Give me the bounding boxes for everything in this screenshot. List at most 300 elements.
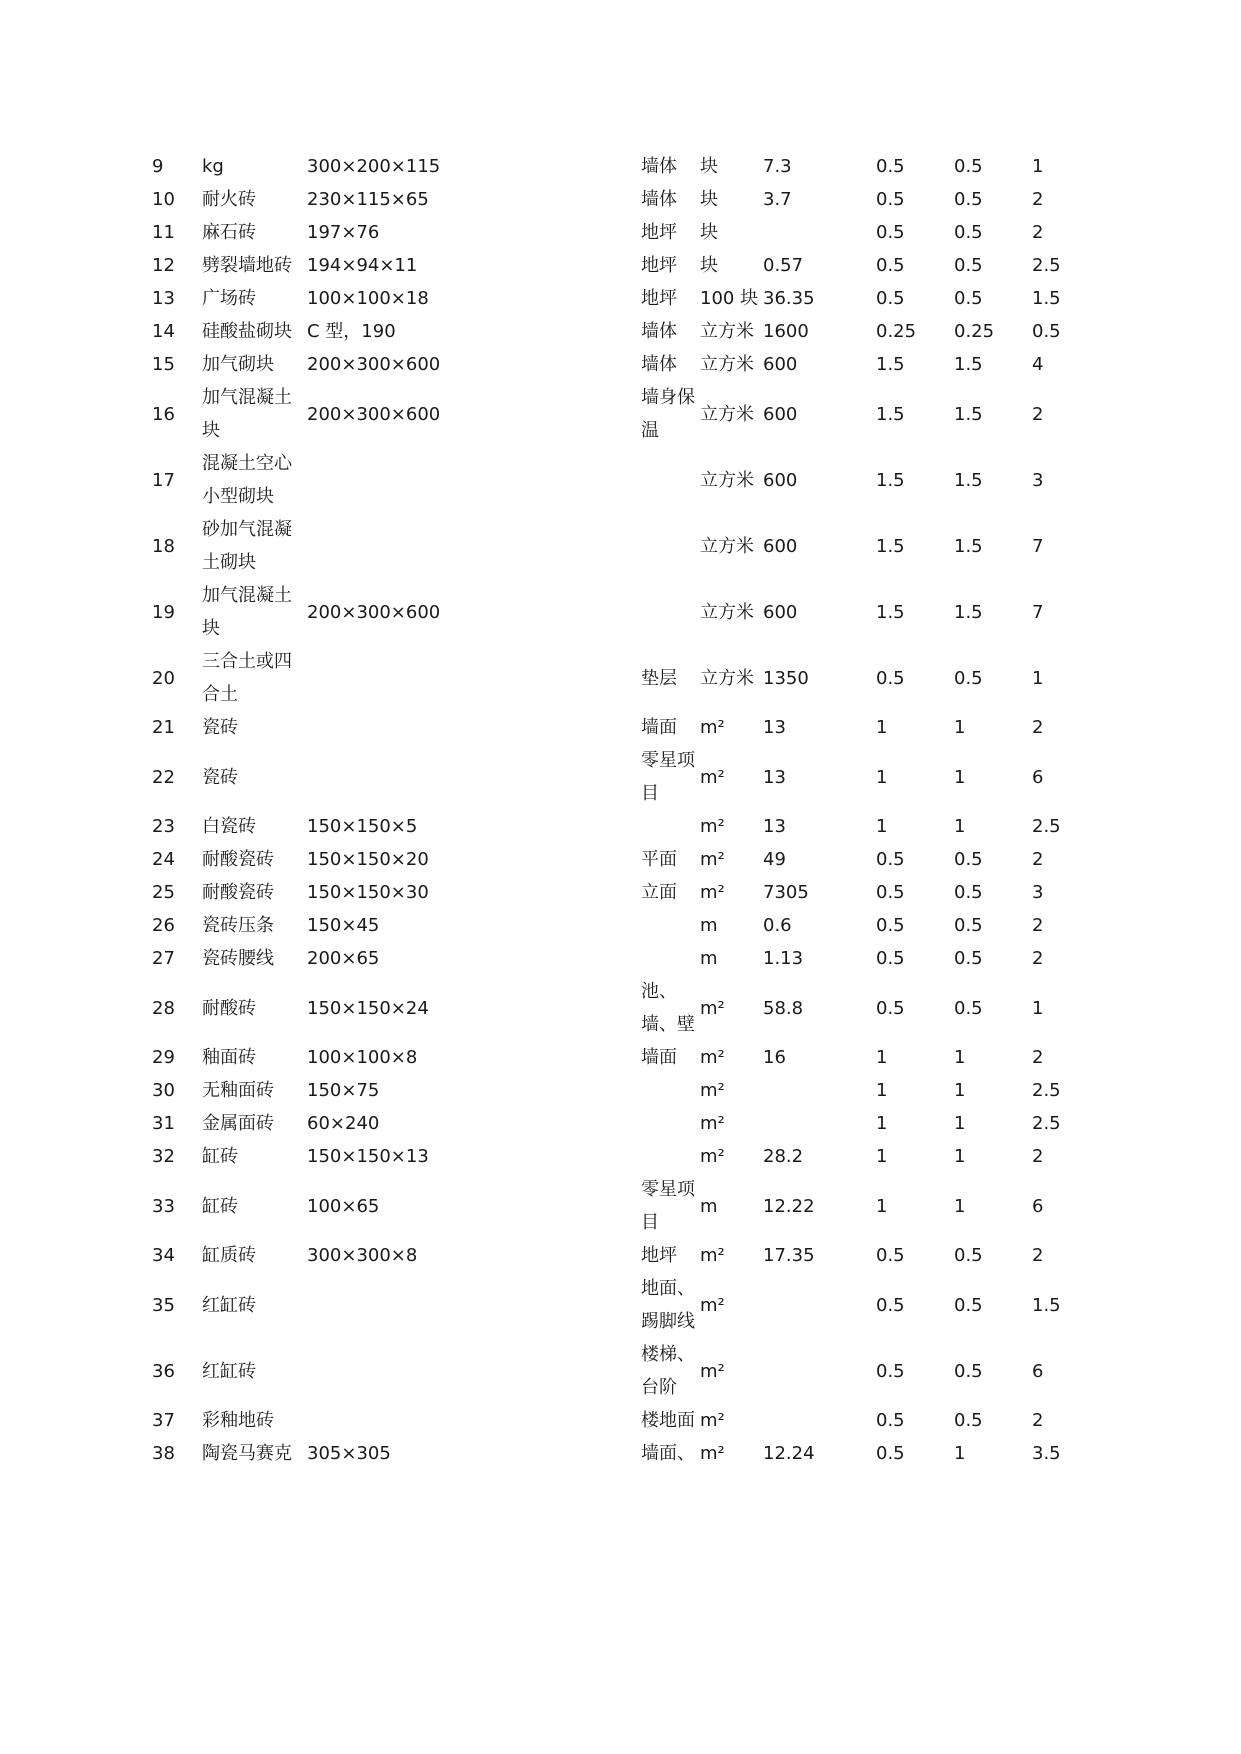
specification-cell: 200×300×600	[307, 403, 441, 425]
row-number-cell: 20	[152, 667, 175, 689]
loss-rate-b-cell: 1.5	[954, 535, 983, 557]
table-row	[142, 645, 1092, 711]
unit-cell: m²	[700, 1146, 725, 1167]
row-number-cell: 18	[152, 535, 175, 557]
unit-cell: 立方米	[700, 667, 754, 689]
specification-cell: 150×75	[307, 1080, 380, 1101]
unit-weight-cell	[763, 1338, 876, 1404]
table-row	[142, 876, 1092, 909]
unit-cell: m²	[700, 717, 725, 738]
specification-cell: 300×300×8	[307, 1245, 418, 1266]
loss-rate-a-cell: 1.5	[876, 469, 905, 491]
usage-location-cell	[641, 1107, 700, 1140]
usage-location-cell: 墙体	[641, 189, 677, 210]
material-name-cell: 加气混凝土块	[202, 387, 292, 441]
material-name-cell: 瓷砖腰线	[202, 948, 274, 969]
material-name-cell: 缸砖	[202, 1195, 238, 1217]
loss-rate-c-cell: 4	[1032, 354, 1044, 375]
table-row	[142, 744, 1092, 810]
row-number-cell: 10	[152, 189, 175, 210]
unit-cell: 立方米	[700, 354, 754, 375]
loss-rate-c-cell: 1.5	[1032, 288, 1061, 309]
table-row	[142, 447, 1092, 513]
row-number-cell: 27	[152, 948, 175, 969]
material-name-cell: 三合土或四合土	[202, 651, 292, 705]
material-name-cell: 耐酸瓷砖	[202, 882, 274, 903]
loss-rate-b-cell: 1	[954, 717, 966, 738]
usage-location-cell	[641, 942, 700, 975]
loss-rate-c-cell: 6	[1032, 766, 1044, 788]
material-name-cell: 红缸砖	[202, 1294, 256, 1316]
specification-cell: 60×240	[307, 1113, 380, 1134]
loss-rate-c-cell: 3.5	[1032, 1443, 1061, 1464]
loss-rate-a-cell: 0.5	[876, 997, 905, 1019]
unit-weight-cell: 49	[763, 849, 786, 870]
loss-rate-a-cell: 0.5	[876, 156, 905, 177]
material-name-cell: 无釉面砖	[202, 1080, 274, 1101]
specification-cell: 194×94×11	[307, 255, 418, 276]
loss-rate-b-cell: 1.5	[954, 469, 983, 491]
table-row	[142, 183, 1092, 216]
row-number-cell: 26	[152, 915, 175, 936]
usage-location-cell	[641, 579, 700, 645]
unit-weight-cell: 0.6	[763, 915, 792, 936]
loss-rate-a-cell: 1.5	[876, 403, 905, 425]
specification-cell: 150×150×30	[307, 882, 429, 903]
row-number-cell: 15	[152, 354, 175, 375]
loss-rate-b-cell: 0.25	[954, 321, 995, 342]
specification-cell: 150×45	[307, 915, 380, 936]
loss-rate-a-cell: 0.5	[876, 1294, 905, 1316]
material-name-cell: 彩釉地砖	[202, 1410, 274, 1431]
unit-cell: m²	[700, 1410, 725, 1431]
loss-rate-a-cell: 0.5	[876, 189, 905, 210]
usage-location-cell: 地坪	[641, 222, 677, 243]
loss-rate-a-cell: 0.5	[876, 882, 905, 903]
row-number-cell: 33	[152, 1195, 175, 1217]
specification-cell	[307, 447, 641, 513]
material-name-cell: 缸砖	[202, 1146, 238, 1167]
unit-weight-cell: 600	[763, 535, 798, 557]
unit-weight-cell	[763, 1404, 876, 1437]
loss-rate-a-cell: 1.5	[876, 535, 905, 557]
material-name-cell: 耐火砖	[202, 189, 256, 210]
unit-cell: 块	[700, 156, 718, 177]
specification-cell: 100×100×8	[307, 1047, 418, 1068]
loss-rate-b-cell: 1	[954, 1146, 966, 1167]
unit-weight-cell	[763, 1272, 876, 1338]
loss-rate-b-cell: 0.5	[954, 156, 983, 177]
specification-cell: 150×150×20	[307, 849, 429, 870]
material-name-cell: 广场砖	[202, 288, 256, 309]
loss-rate-b-cell: 0.5	[954, 1294, 983, 1316]
material-name-cell: 瓷砖	[202, 717, 238, 738]
unit-cell: m²	[700, 1047, 725, 1068]
specification-cell: 100×65	[307, 1195, 380, 1217]
loss-rate-a-cell: 1	[876, 717, 888, 738]
specification-cell: 300×200×115	[307, 156, 441, 177]
loss-rate-a-cell: 0.5	[876, 255, 905, 276]
loss-rate-b-cell: 0.5	[954, 222, 983, 243]
row-number-cell: 23	[152, 816, 175, 837]
row-number-cell: 29	[152, 1047, 175, 1068]
usage-location-cell: 墙体	[641, 354, 677, 375]
loss-rate-a-cell: 1	[876, 816, 888, 837]
loss-rate-c-cell: 2.5	[1032, 1113, 1061, 1134]
usage-location-cell: 楼地面	[641, 1410, 695, 1431]
specification-cell: 150×150×5	[307, 816, 418, 837]
table-row	[142, 942, 1092, 975]
loss-rate-a-cell: 1	[876, 1080, 888, 1101]
loss-rate-c-cell: 6	[1032, 1360, 1044, 1382]
material-name-cell: kg	[202, 156, 224, 177]
loss-rate-a-cell: 1	[876, 1195, 888, 1217]
loss-rate-b-cell: 0.5	[954, 288, 983, 309]
table-row	[142, 1107, 1092, 1140]
unit-cell: m	[700, 948, 718, 969]
row-number-cell: 28	[152, 997, 175, 1019]
row-number-cell: 17	[152, 469, 175, 491]
specification-cell: C 型，190	[307, 321, 396, 342]
unit-weight-cell: 16	[763, 1047, 786, 1068]
row-number-cell: 22	[152, 766, 175, 788]
usage-location-cell: 垫层	[641, 667, 677, 689]
unit-weight-cell: 58.8	[763, 997, 804, 1019]
table-body	[142, 150, 1092, 1470]
loss-rate-b-cell: 0.5	[954, 667, 983, 689]
loss-rate-c-cell: 3	[1032, 882, 1044, 903]
loss-rate-b-cell: 1	[954, 1443, 966, 1464]
loss-rate-b-cell: 1	[954, 1080, 966, 1101]
loss-rate-c-cell: 3	[1032, 469, 1044, 491]
table-row	[142, 249, 1092, 282]
unit-cell: 立方米	[700, 601, 754, 623]
usage-location-cell: 平面	[641, 849, 677, 870]
material-table	[142, 150, 1092, 1470]
usage-location-cell	[641, 1140, 700, 1173]
unit-weight-cell: 600	[763, 403, 798, 425]
loss-rate-c-cell: 2.5	[1032, 255, 1061, 276]
unit-weight-cell: 13	[763, 766, 786, 788]
usage-location-cell: 立面	[641, 882, 677, 903]
unit-weight-cell: 12.24	[763, 1443, 815, 1464]
specification-cell: 200×300×600	[307, 354, 441, 375]
unit-weight-cell	[763, 1074, 876, 1107]
loss-rate-a-cell: 0.5	[876, 1360, 905, 1382]
loss-rate-c-cell: 1.5	[1032, 1294, 1061, 1316]
row-number-cell: 38	[152, 1443, 175, 1464]
unit-weight-cell: 3.7	[763, 189, 792, 210]
material-name-cell: 硅酸盐砌块	[202, 321, 292, 342]
loss-rate-b-cell: 1	[954, 1195, 966, 1217]
unit-cell: m²	[700, 1113, 725, 1134]
unit-cell: m²	[700, 882, 725, 903]
table-row	[142, 1437, 1092, 1470]
loss-rate-a-cell: 1.5	[876, 354, 905, 375]
table-row	[142, 348, 1092, 381]
unit-cell: m²	[700, 1294, 725, 1316]
material-name-cell: 加气混凝土块	[202, 585, 292, 639]
table-row	[142, 843, 1092, 876]
loss-rate-c-cell: 6	[1032, 1195, 1044, 1217]
loss-rate-b-cell: 0.5	[954, 997, 983, 1019]
specification-cell: 150×150×24	[307, 997, 429, 1019]
specification-cell	[307, 1272, 641, 1338]
unit-weight-cell: 12.22	[763, 1195, 815, 1217]
unit-cell: m²	[700, 849, 725, 870]
loss-rate-c-cell: 2	[1032, 915, 1044, 936]
loss-rate-c-cell: 2	[1032, 1245, 1044, 1266]
material-name-cell: 瓷砖	[202, 766, 238, 788]
loss-rate-b-cell: 0.5	[954, 1360, 983, 1382]
usage-location-cell: 零星项目	[641, 750, 695, 804]
loss-rate-c-cell: 2.5	[1032, 1080, 1061, 1101]
table-row	[142, 1404, 1092, 1437]
loss-rate-b-cell: 1	[954, 766, 966, 788]
row-number-cell: 11	[152, 222, 175, 243]
unit-cell: m²	[700, 1360, 725, 1382]
unit-cell: 块	[700, 222, 718, 243]
usage-location-cell: 墙体	[641, 156, 677, 177]
unit-weight-cell	[763, 1107, 876, 1140]
loss-rate-a-cell: 0.5	[876, 849, 905, 870]
loss-rate-b-cell: 0.5	[954, 1410, 983, 1431]
row-number-cell: 32	[152, 1146, 175, 1167]
loss-rate-a-cell: 0.25	[876, 321, 917, 342]
table-row	[142, 1239, 1092, 1272]
usage-location-cell: 楼梯、台阶	[641, 1344, 695, 1398]
specification-cell: 230×115×65	[307, 189, 429, 210]
specification-cell: 200×65	[307, 948, 380, 969]
loss-rate-b-cell: 1.5	[954, 601, 983, 623]
loss-rate-c-cell: 7	[1032, 535, 1044, 557]
unit-weight-cell: 13	[763, 717, 786, 738]
loss-rate-a-cell: 1.5	[876, 601, 905, 623]
unit-weight-cell: 1600	[763, 321, 809, 342]
material-name-cell: 耐酸瓷砖	[202, 849, 274, 870]
loss-rate-c-cell: 2	[1032, 849, 1044, 870]
row-number-cell: 14	[152, 321, 175, 342]
specification-cell	[307, 1404, 641, 1437]
loss-rate-a-cell: 1	[876, 766, 888, 788]
material-name-cell: 缸质砖	[202, 1245, 256, 1266]
usage-location-cell: 地坪	[641, 255, 677, 276]
usage-location-cell: 墙身保温	[641, 387, 695, 441]
unit-cell: 立方米	[700, 321, 754, 342]
row-number-cell: 35	[152, 1294, 175, 1316]
material-name-cell: 麻石砖	[202, 222, 256, 243]
loss-rate-c-cell: 7	[1032, 601, 1044, 623]
usage-location-cell	[641, 909, 700, 942]
table-row	[142, 315, 1092, 348]
row-number-cell: 25	[152, 882, 175, 903]
material-name-cell: 陶瓷马赛克	[202, 1443, 292, 1464]
loss-rate-a-cell: 0.5	[876, 667, 905, 689]
loss-rate-b-cell: 1.5	[954, 354, 983, 375]
unit-weight-cell: 36.35	[763, 288, 815, 309]
row-number-cell: 9	[152, 156, 164, 177]
unit-weight-cell: 600	[763, 354, 798, 375]
material-name-cell: 白瓷砖	[202, 816, 256, 837]
specification-cell: 150×150×13	[307, 1146, 429, 1167]
table-row	[142, 579, 1092, 645]
unit-weight-cell: 7305	[763, 882, 809, 903]
table-row	[142, 150, 1092, 183]
table-row	[142, 282, 1092, 315]
unit-cell: m²	[700, 1443, 725, 1464]
table-row	[142, 381, 1092, 447]
unit-weight-cell: 0.57	[763, 255, 804, 276]
row-number-cell: 13	[152, 288, 175, 309]
usage-location-cell	[641, 513, 700, 579]
unit-weight-cell: 28.2	[763, 1146, 804, 1167]
loss-rate-b-cell: 0.5	[954, 189, 983, 210]
usage-location-cell: 墙面	[641, 717, 677, 738]
specification-cell: 197×76	[307, 222, 380, 243]
specification-cell	[307, 645, 641, 711]
loss-rate-c-cell: 2	[1032, 1410, 1044, 1431]
loss-rate-a-cell: 0.5	[876, 1410, 905, 1431]
unit-cell: m²	[700, 1245, 725, 1266]
table-row	[142, 1140, 1092, 1173]
unit-cell: m²	[700, 766, 725, 788]
loss-rate-a-cell: 1	[876, 1047, 888, 1068]
unit-weight-cell: 7.3	[763, 156, 792, 177]
usage-location-cell	[641, 1074, 700, 1107]
usage-location-cell: 零星项目	[641, 1179, 695, 1233]
specification-cell: 100×100×18	[307, 288, 429, 309]
table-row	[142, 1041, 1092, 1074]
material-name-cell: 劈裂墙地砖	[202, 255, 292, 276]
unit-weight-cell: 1.13	[763, 948, 804, 969]
loss-rate-b-cell: 1.5	[954, 403, 983, 425]
specification-cell: 305×305	[307, 1443, 391, 1464]
loss-rate-c-cell: 1	[1032, 997, 1044, 1019]
loss-rate-b-cell: 0.5	[954, 948, 983, 969]
row-number-cell: 30	[152, 1080, 175, 1101]
table-row	[142, 1272, 1092, 1338]
specification-cell	[307, 513, 641, 579]
loss-rate-c-cell: 2.5	[1032, 816, 1061, 837]
unit-cell: m	[700, 1195, 718, 1217]
row-number-cell: 24	[152, 849, 175, 870]
unit-cell: 立方米	[700, 535, 754, 557]
loss-rate-c-cell: 1	[1032, 667, 1044, 689]
loss-rate-c-cell: 2	[1032, 1047, 1044, 1068]
loss-rate-a-cell: 0.5	[876, 222, 905, 243]
loss-rate-b-cell: 0.5	[954, 882, 983, 903]
specification-cell	[307, 711, 641, 744]
specification-cell	[307, 1338, 641, 1404]
loss-rate-c-cell: 2	[1032, 948, 1044, 969]
loss-rate-b-cell: 1	[954, 1113, 966, 1134]
material-name-cell: 混凝土空心小型砌块	[202, 453, 292, 507]
usage-location-cell: 地面、踢脚线	[641, 1278, 695, 1332]
loss-rate-c-cell: 2	[1032, 189, 1044, 210]
specification-cell	[307, 744, 641, 810]
loss-rate-a-cell: 0.5	[876, 948, 905, 969]
unit-cell: 100 块	[700, 288, 759, 309]
unit-weight-cell	[763, 216, 876, 249]
unit-cell: m²	[700, 997, 725, 1019]
unit-weight-cell: 1350	[763, 667, 809, 689]
unit-weight-cell: 600	[763, 601, 798, 623]
unit-weight-cell: 600	[763, 469, 798, 491]
unit-cell: 立方米	[700, 469, 754, 491]
loss-rate-c-cell: 0.5	[1032, 321, 1061, 342]
loss-rate-c-cell: 1	[1032, 156, 1044, 177]
material-name-cell: 金属面砖	[202, 1113, 274, 1134]
row-number-cell: 12	[152, 255, 175, 276]
unit-cell: 立方米	[700, 403, 754, 425]
loss-rate-c-cell: 2	[1032, 222, 1044, 243]
unit-weight-cell: 13	[763, 816, 786, 837]
unit-cell: 块	[700, 189, 718, 210]
loss-rate-c-cell: 2	[1032, 1146, 1044, 1167]
loss-rate-b-cell: 1	[954, 816, 966, 837]
loss-rate-c-cell: 2	[1032, 403, 1044, 425]
row-number-cell: 19	[152, 601, 175, 623]
row-number-cell: 21	[152, 717, 175, 738]
loss-rate-b-cell: 0.5	[954, 1245, 983, 1266]
table-row	[142, 810, 1092, 843]
table-row	[142, 1338, 1092, 1404]
usage-location-cell: 地坪	[641, 288, 677, 309]
table-row	[142, 513, 1092, 579]
loss-rate-a-cell: 0.5	[876, 915, 905, 936]
material-name-cell: 耐酸砖	[202, 997, 256, 1019]
table-row	[142, 711, 1092, 744]
loss-rate-a-cell: 1	[876, 1146, 888, 1167]
unit-cell: m	[700, 915, 718, 936]
usage-location-cell: 墙体	[641, 321, 677, 342]
loss-rate-a-cell: 0.5	[876, 1443, 905, 1464]
loss-rate-b-cell: 0.5	[954, 849, 983, 870]
unit-cell: m²	[700, 816, 725, 837]
loss-rate-b-cell: 0.5	[954, 255, 983, 276]
material-name-cell: 加气砌块	[202, 354, 274, 375]
material-name-cell: 釉面砖	[202, 1047, 256, 1068]
table-row	[142, 909, 1092, 942]
usage-location-cell: 墙面、	[641, 1443, 695, 1464]
unit-cell: 块	[700, 255, 718, 276]
table-row	[142, 1074, 1092, 1107]
material-name-cell: 红缸砖	[202, 1360, 256, 1382]
usage-location-cell: 地坪	[641, 1245, 677, 1266]
usage-location-cell: 池、墙、壁	[641, 981, 695, 1035]
loss-rate-a-cell: 0.5	[876, 1245, 905, 1266]
row-number-cell: 16	[152, 403, 175, 425]
loss-rate-a-cell: 0.5	[876, 288, 905, 309]
table-row	[142, 1173, 1092, 1239]
unit-weight-cell: 17.35	[763, 1245, 815, 1266]
material-name-cell: 砂加气混凝土砌块	[202, 519, 292, 573]
row-number-cell: 37	[152, 1410, 175, 1431]
specification-cell: 200×300×600	[307, 601, 441, 623]
row-number-cell: 34	[152, 1245, 175, 1266]
loss-rate-b-cell: 1	[954, 1047, 966, 1068]
loss-rate-a-cell: 1	[876, 1113, 888, 1134]
loss-rate-c-cell: 2	[1032, 717, 1044, 738]
table-row	[142, 216, 1092, 249]
usage-location-cell: 墙面	[641, 1047, 677, 1068]
usage-location-cell	[641, 810, 700, 843]
table-row	[142, 975, 1092, 1041]
material-name-cell: 瓷砖压条	[202, 915, 274, 936]
loss-rate-b-cell: 0.5	[954, 915, 983, 936]
unit-cell: m²	[700, 1080, 725, 1101]
row-number-cell: 31	[152, 1113, 175, 1134]
